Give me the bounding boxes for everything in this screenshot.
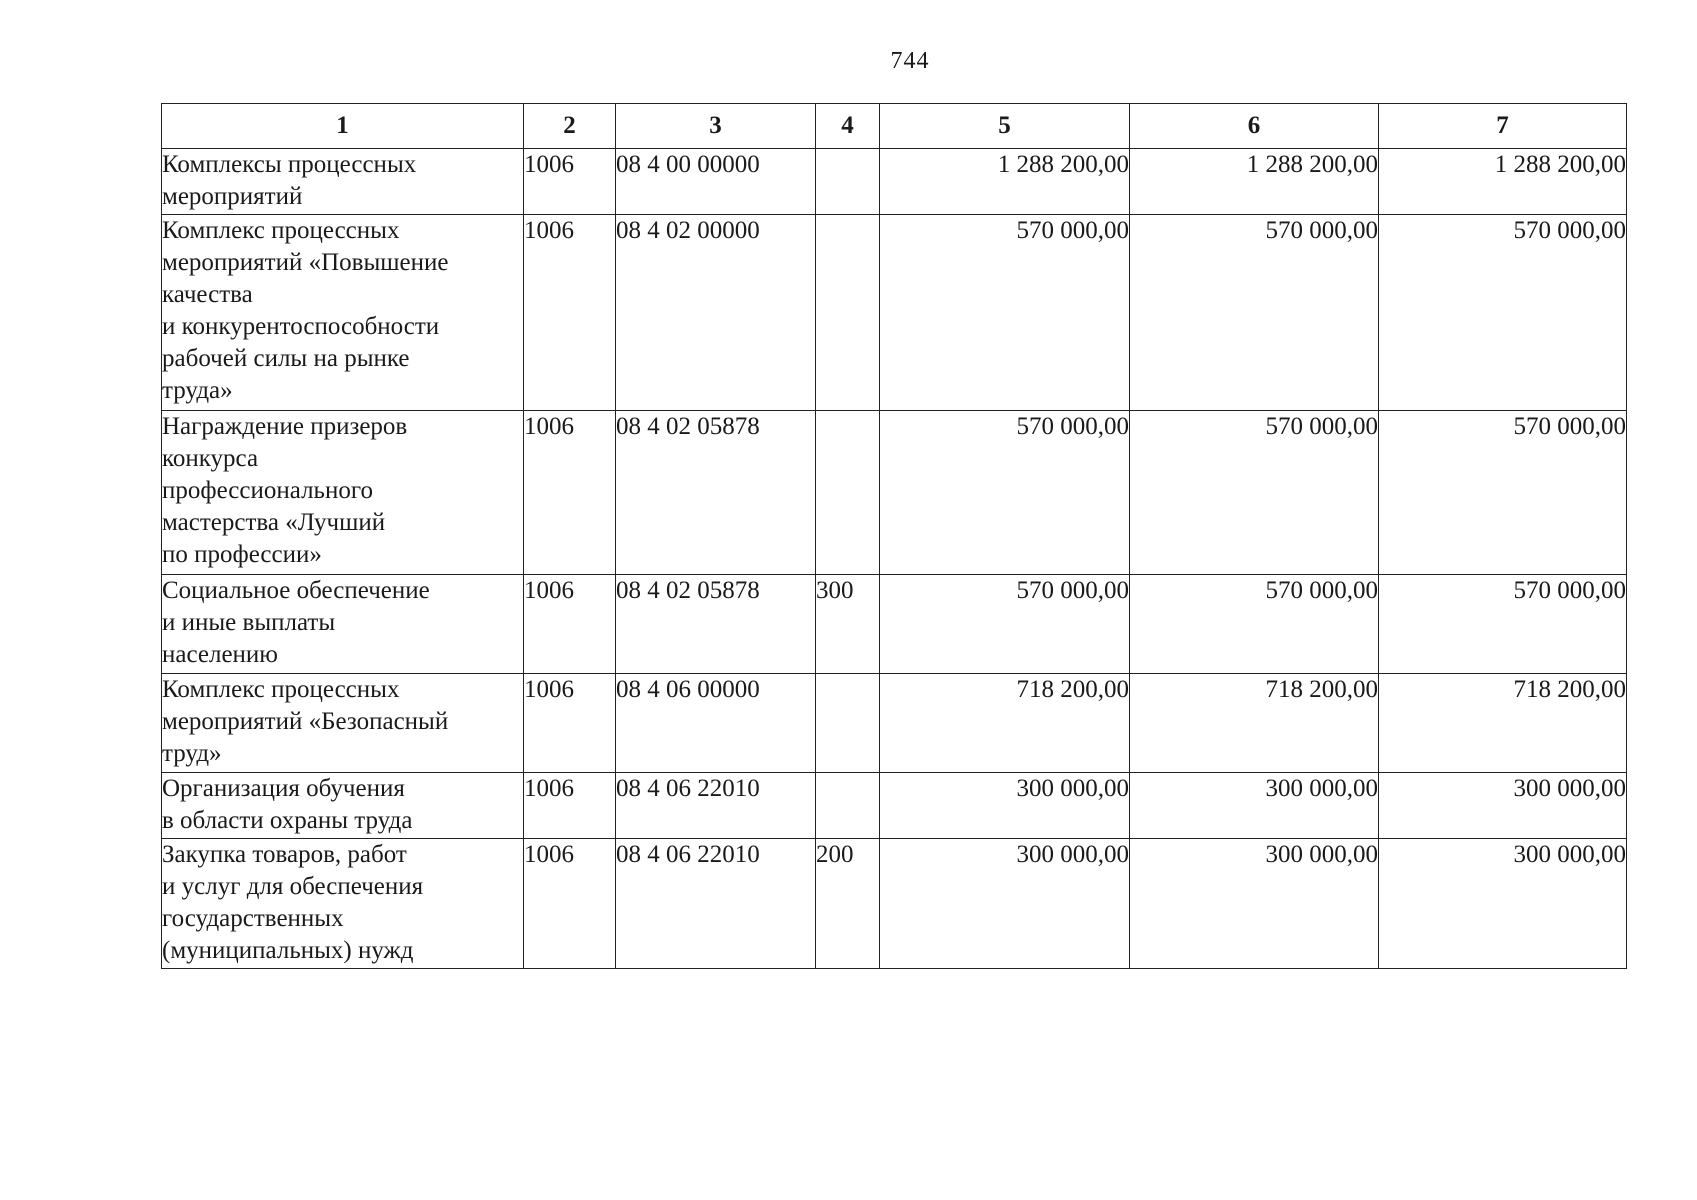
row-amount-1: 1 288 200,00 (880, 149, 1130, 215)
column-header-5: 5 (880, 104, 1130, 149)
row-name: Комплексы процессных мероприятий (162, 149, 524, 215)
row-amount-2: 570 000,00 (1130, 411, 1379, 575)
row-section: 1006 (524, 674, 616, 773)
row-target-code: 08 4 06 00000 (616, 674, 816, 773)
row-amount-1: 718 200,00 (880, 674, 1130, 773)
table-row (162, 839, 1627, 969)
row-name: Награждение призеров конкурса профессионального мастерства «Лучший по профессии» (162, 411, 524, 575)
row-name: Закупка товаров, работ и услуг для обеспечения государственных (муниципальных) нужд (162, 839, 524, 969)
row-amount-2: 1 288 200,00 (1130, 149, 1379, 215)
row-target-code: 08 4 02 05878 (616, 575, 816, 674)
table-row (162, 411, 1627, 575)
row-section: 1006 (524, 215, 616, 411)
row-target-code: 08 4 06 22010 (616, 773, 816, 839)
table-row (162, 674, 1627, 773)
row-amount-1: 570 000,00 (880, 215, 1130, 411)
row-name: Комплекс процессных мероприятий «Повышение качества и конкурентоспособности рабочей силы на рынке труда» (162, 215, 524, 411)
row-name: Комплекс процессных мероприятий «Безопасный труд» (162, 674, 524, 773)
row-section: 1006 (524, 839, 616, 969)
row-amount-1: 570 000,00 (880, 411, 1130, 575)
budget-table (161, 103, 1627, 969)
table-row (162, 149, 1627, 215)
row-expense-type: 200 (816, 839, 880, 969)
row-expense-type (816, 149, 880, 215)
row-expense-type (816, 674, 880, 773)
row-section: 1006 (524, 149, 616, 215)
row-amount-2: 570 000,00 (1130, 575, 1379, 674)
column-header-1: 1 (162, 104, 524, 149)
row-amount-3: 570 000,00 (1379, 215, 1627, 411)
column-header-6: 6 (1130, 104, 1379, 149)
row-expense-type (816, 773, 880, 839)
row-amount-3: 570 000,00 (1379, 411, 1627, 575)
row-section: 1006 (524, 411, 616, 575)
row-amount-2: 718 200,00 (1130, 674, 1379, 773)
row-amount-3: 300 000,00 (1379, 839, 1627, 969)
row-amount-3: 1 288 200,00 (1379, 149, 1627, 215)
column-header-4: 4 (816, 104, 880, 149)
row-target-code: 08 4 06 22010 (616, 839, 816, 969)
row-section: 1006 (524, 773, 616, 839)
page-number: 744 (890, 48, 930, 74)
row-amount-2: 570 000,00 (1130, 215, 1379, 411)
table-header-row (162, 104, 1627, 149)
row-section: 1006 (524, 575, 616, 674)
table-row (162, 773, 1627, 839)
row-target-code: 08 4 02 05878 (616, 411, 816, 575)
row-amount-2: 300 000,00 (1130, 839, 1379, 969)
column-header-2: 2 (524, 104, 616, 149)
column-header-3: 3 (616, 104, 816, 149)
row-amount-2: 300 000,00 (1130, 773, 1379, 839)
row-amount-1: 300 000,00 (880, 773, 1130, 839)
row-expense-type: 300 (816, 575, 880, 674)
row-amount-1: 570 000,00 (880, 575, 1130, 674)
row-amount-3: 300 000,00 (1379, 773, 1627, 839)
row-target-code: 08 4 00 00000 (616, 149, 816, 215)
row-amount-3: 718 200,00 (1379, 674, 1627, 773)
row-name: Социальное обеспечение и иные выплаты населению (162, 575, 524, 674)
row-target-code: 08 4 02 00000 (616, 215, 816, 411)
row-name: Организация обучения в области охраны труда (162, 773, 524, 839)
table-row (162, 575, 1627, 674)
row-amount-1: 300 000,00 (880, 839, 1130, 969)
table-row (162, 215, 1627, 411)
row-expense-type (816, 411, 880, 575)
row-expense-type (816, 215, 880, 411)
row-amount-3: 570 000,00 (1379, 575, 1627, 674)
column-header-7: 7 (1379, 104, 1627, 149)
